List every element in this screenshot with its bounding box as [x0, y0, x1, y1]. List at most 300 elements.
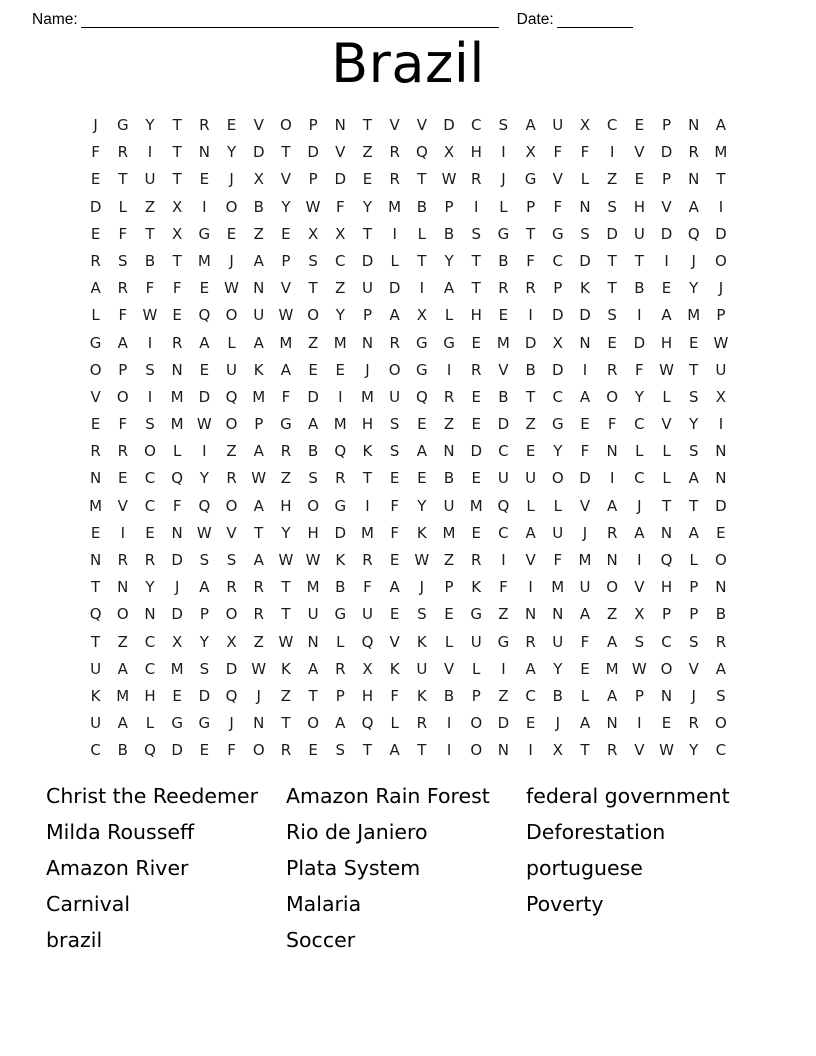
grid-cell[interactable]: T — [607, 279, 617, 298]
grid-cell[interactable]: R — [606, 360, 618, 379]
grid-cell[interactable]: C — [470, 116, 482, 134]
grid-cell[interactable]: Y — [145, 578, 155, 597]
grid-cell[interactable]: H — [361, 415, 374, 434]
grid-cell[interactable]: N — [117, 578, 129, 597]
grid-cell[interactable]: G — [551, 415, 564, 434]
grid-cell[interactable]: D — [307, 387, 319, 406]
grid-cell[interactable]: I — [446, 741, 452, 760]
grid-cell[interactable]: R — [253, 605, 264, 624]
grid-cell[interactable]: O — [225, 496, 238, 515]
grid-cell[interactable]: D — [225, 659, 238, 678]
grid-cell[interactable]: B — [525, 360, 536, 379]
grid-cell[interactable]: A — [253, 551, 264, 569]
grid-cell[interactable]: Z — [307, 333, 319, 352]
grid-cell[interactable]: I — [392, 224, 397, 243]
grid-cell[interactable]: E — [444, 605, 454, 624]
grid-cell[interactable]: K — [416, 686, 427, 705]
grid-cell[interactable]: O — [606, 578, 619, 597]
grid-cell[interactable]: Q — [687, 224, 700, 243]
grid-cell[interactable]: O — [660, 659, 673, 678]
grid-cell[interactable]: A — [307, 659, 319, 678]
grid-cell[interactable]: I — [120, 523, 125, 542]
grid-cell[interactable]: A — [416, 442, 427, 461]
grid-cell[interactable]: U — [579, 578, 591, 597]
grid-cell[interactable]: R — [253, 578, 264, 597]
grid-cell[interactable]: L — [444, 306, 454, 325]
grid-cell[interactable]: M — [116, 686, 130, 705]
grid-cell[interactable]: D — [579, 469, 591, 488]
grid-cell[interactable]: T — [172, 116, 182, 134]
grid-cell[interactable]: G — [280, 415, 292, 434]
grid-cell[interactable]: L — [390, 714, 399, 733]
grid-cell[interactable]: S — [498, 116, 509, 134]
grid-cell[interactable]: J — [229, 170, 234, 189]
grid-cell[interactable]: E — [172, 306, 182, 325]
grid-cell[interactable]: O — [252, 741, 265, 760]
grid-cell[interactable]: U — [525, 469, 537, 488]
grid-cell[interactable]: F — [281, 387, 291, 406]
grid-cell[interactable]: P — [634, 686, 644, 705]
grid-cell[interactable]: A — [389, 578, 400, 597]
grid-cell[interactable]: K — [335, 551, 346, 569]
grid-cell[interactable]: U — [470, 632, 482, 651]
grid-cell[interactable]: V — [498, 360, 509, 379]
grid-cell[interactable]: P — [199, 605, 209, 624]
grid-cell[interactable]: V — [688, 659, 699, 678]
grid-cell[interactable]: Z — [498, 605, 509, 624]
word-list-item[interactable]: Plata System — [286, 856, 421, 880]
grid-cell[interactable]: C — [715, 741, 727, 760]
grid-cell[interactable]: E — [308, 741, 318, 760]
grid-cell[interactable]: Y — [281, 523, 291, 542]
grid-cell[interactable]: D — [497, 415, 510, 434]
grid-cell[interactable]: F — [499, 578, 508, 597]
grid-cell[interactable]: T — [172, 251, 182, 270]
grid-cell[interactable]: P — [335, 686, 345, 705]
grid-cell[interactable]: W — [305, 551, 321, 569]
grid-cell[interactable]: E — [471, 523, 481, 542]
grid-cell[interactable]: B — [335, 578, 346, 597]
grid-cell[interactable]: E — [634, 170, 645, 189]
grid-cell[interactable]: L — [689, 551, 698, 569]
grid-cell[interactable]: F — [390, 523, 399, 542]
grid-cell[interactable]: U — [226, 360, 238, 379]
grid-cell[interactable]: J — [691, 251, 696, 270]
grid-cell[interactable]: A — [335, 714, 346, 733]
grid-cell[interactable]: R — [171, 333, 183, 352]
grid-cell[interactable]: S — [688, 442, 699, 461]
grid-cell[interactable]: E — [199, 360, 210, 379]
grid-cell[interactable]: N — [524, 605, 537, 624]
grid-cell[interactable]: R — [362, 551, 373, 569]
grid-cell[interactable]: F — [580, 632, 590, 651]
grid-cell[interactable]: F — [118, 415, 128, 434]
grid-cell[interactable]: Y — [226, 143, 237, 162]
grid-cell[interactable]: V — [634, 741, 645, 760]
grid-cell[interactable]: B — [443, 469, 455, 488]
grid-cell[interactable]: A — [634, 523, 645, 542]
grid-cell[interactable]: W — [713, 333, 729, 352]
grid-cell[interactable]: O — [307, 714, 319, 733]
grid-cell[interactable]: R — [117, 551, 128, 569]
grid-cell[interactable]: B — [715, 605, 727, 624]
grid-cell[interactable]: E — [471, 469, 481, 488]
grid-cell[interactable]: Q — [144, 741, 156, 760]
grid-cell[interactable]: L — [635, 442, 644, 461]
grid-cell[interactable]: T — [689, 496, 699, 515]
grid-cell[interactable]: T — [145, 224, 155, 243]
grid-cell[interactable]: A — [307, 415, 319, 434]
grid-cell[interactable]: T — [118, 170, 128, 189]
grid-cell[interactable]: S — [607, 197, 617, 216]
grid-cell[interactable]: A — [117, 714, 128, 733]
grid-cell[interactable]: P — [662, 116, 672, 134]
grid-cell[interactable]: R — [606, 741, 618, 760]
grid-cell[interactable]: E — [145, 523, 155, 542]
grid-cell[interactable]: L — [227, 333, 236, 352]
grid-cell[interactable]: Y — [335, 306, 345, 325]
grid-cell[interactable]: Z — [607, 170, 618, 189]
grid-cell[interactable]: D — [89, 197, 102, 216]
grid-cell[interactable]: R — [389, 170, 400, 189]
grid-cell[interactable]: E — [580, 659, 590, 678]
grid-cell[interactable]: W — [251, 659, 267, 678]
grid-cell[interactable]: X — [307, 224, 319, 243]
grid-cell[interactable]: R — [715, 632, 727, 651]
grid-cell[interactable]: F — [607, 415, 617, 434]
grid-cell[interactable]: M — [252, 387, 266, 406]
word-list-item[interactable]: Milda Rousseff — [46, 820, 195, 844]
grid-cell[interactable]: M — [360, 387, 374, 406]
grid-cell[interactable]: W — [278, 306, 294, 325]
grid-cell[interactable]: H — [470, 143, 482, 162]
grid-cell[interactable]: V — [335, 143, 346, 162]
grid-cell[interactable]: E — [389, 605, 400, 624]
grid-cell[interactable]: R — [90, 251, 101, 270]
grid-cell[interactable]: F — [553, 197, 563, 216]
grid-cell[interactable]: D — [497, 714, 510, 733]
grid-cell[interactable]: L — [336, 632, 345, 651]
grid-cell[interactable]: C — [144, 659, 156, 678]
grid-cell[interactable]: W — [224, 279, 239, 298]
grid-cell[interactable]: V — [634, 578, 645, 597]
grid-cell[interactable]: P — [254, 415, 264, 434]
grid-cell[interactable]: Z — [443, 415, 455, 434]
word-list-item[interactable]: Deforestation — [526, 820, 666, 844]
grid-cell[interactable]: T — [417, 170, 427, 189]
grid-cell[interactable]: H — [280, 496, 292, 515]
word-list-item[interactable]: portuguese — [526, 856, 643, 880]
grid-cell[interactable]: S — [688, 387, 699, 406]
grid-cell[interactable]: E — [525, 714, 536, 733]
grid-cell[interactable]: D — [171, 551, 183, 569]
grid-cell[interactable]: A — [688, 197, 699, 216]
grid-cell[interactable]: L — [390, 251, 399, 270]
grid-cell[interactable]: S — [716, 686, 726, 705]
grid-cell[interactable]: I — [501, 143, 506, 162]
grid-cell[interactable]: E — [417, 415, 427, 434]
grid-cell[interactable]: G — [198, 224, 211, 243]
grid-cell[interactable]: I — [582, 360, 588, 379]
grid-cell[interactable]: A — [117, 333, 128, 352]
grid-cell[interactable]: Y — [553, 442, 563, 461]
grid-cell[interactable]: D — [606, 224, 618, 243]
grid-cell[interactable]: I — [501, 659, 506, 678]
grid-cell[interactable]: R — [335, 659, 346, 678]
grid-cell[interactable]: Z — [253, 632, 264, 651]
grid-cell[interactable]: N — [579, 333, 591, 352]
grid-cell[interactable]: N — [606, 551, 618, 569]
grid-cell[interactable]: E — [226, 116, 237, 134]
grid-cell[interactable]: T — [281, 143, 291, 162]
grid-cell[interactable]: P — [308, 116, 318, 134]
grid-cell[interactable]: R — [280, 442, 292, 461]
grid-cell[interactable]: L — [499, 197, 508, 216]
grid-cell[interactable]: Y — [444, 251, 454, 270]
grid-cell[interactable]: D — [171, 741, 183, 760]
grid-cell[interactable]: M — [333, 333, 347, 352]
grid-cell[interactable]: B — [498, 251, 509, 270]
grid-cell[interactable]: P — [662, 170, 672, 189]
grid-cell[interactable]: O — [116, 387, 129, 406]
grid-cell[interactable]: G — [470, 605, 483, 624]
grid-cell[interactable]: D — [579, 306, 591, 325]
grid-cell[interactable]: I — [338, 387, 343, 406]
grid-cell[interactable]: E — [661, 714, 672, 733]
grid-cell[interactable]: I — [446, 714, 452, 733]
grid-cell[interactable]: J — [501, 170, 506, 189]
grid-cell[interactable]: C — [144, 469, 156, 488]
grid-cell[interactable]: Z — [280, 686, 292, 705]
word-list-item[interactable]: Malaria — [286, 892, 362, 916]
grid-cell[interactable]: N — [361, 333, 374, 352]
grid-cell[interactable]: I — [528, 306, 533, 325]
grid-cell[interactable]: U — [497, 469, 509, 488]
grid-cell[interactable]: D — [443, 116, 455, 134]
grid-cell[interactable]: M — [469, 496, 483, 515]
grid-cell[interactable]: N — [334, 116, 346, 134]
grid-cell[interactable]: Q — [89, 605, 102, 624]
grid-cell[interactable]: A — [389, 306, 400, 325]
grid-cell[interactable]: W — [196, 415, 212, 434]
grid-cell[interactable]: Q — [225, 686, 238, 705]
grid-cell[interactable]: H — [660, 578, 673, 597]
grid-cell[interactable]: I — [147, 333, 153, 352]
grid-cell[interactable]: M — [170, 387, 184, 406]
grid-cell[interactable]: H — [307, 523, 319, 542]
grid-cell[interactable]: E — [226, 224, 237, 243]
grid-cell[interactable]: Y — [553, 659, 563, 678]
grid-cell[interactable]: I — [501, 551, 506, 569]
grid-cell[interactable]: D — [361, 251, 374, 270]
grid-cell[interactable]: R — [117, 442, 128, 461]
grid-cell[interactable]: X — [172, 224, 183, 243]
grid-cell[interactable]: T — [417, 251, 427, 270]
grid-cell[interactable]: Z — [362, 143, 373, 162]
grid-cell[interactable]: N — [688, 170, 700, 189]
grid-cell[interactable]: C — [634, 469, 645, 488]
grid-cell[interactable]: D — [198, 686, 211, 705]
grid-cell[interactable]: F — [118, 306, 128, 325]
grid-cell[interactable]: O — [225, 197, 238, 216]
grid-cell[interactable]: O — [470, 714, 483, 733]
grid-cell[interactable]: B — [498, 387, 509, 406]
grid-cell[interactable]: O — [715, 714, 727, 733]
grid-cell[interactable]: I — [528, 578, 533, 597]
grid-cell[interactable]: J — [256, 686, 261, 705]
grid-cell[interactable]: T — [362, 224, 373, 243]
grid-cell[interactable]: F — [553, 143, 563, 162]
grid-cell[interactable]: J — [419, 578, 425, 597]
grid-cell[interactable]: S — [145, 415, 155, 434]
grid-cell[interactable]: G — [116, 116, 129, 134]
grid-cell[interactable]: D — [715, 496, 727, 515]
grid-cell[interactable]: A — [525, 523, 536, 542]
grid-cell[interactable]: T — [526, 387, 536, 406]
grid-cell[interactable]: R — [498, 279, 509, 298]
grid-cell[interactable]: E — [688, 333, 699, 352]
grid-cell[interactable]: D — [198, 387, 211, 406]
grid-cell[interactable]: G — [171, 714, 183, 733]
grid-cell[interactable]: N — [688, 116, 700, 134]
grid-cell[interactable]: E — [525, 442, 536, 461]
grid-cell[interactable]: T — [362, 469, 373, 488]
grid-cell[interactable]: I — [664, 251, 669, 270]
grid-cell[interactable]: U — [389, 387, 401, 406]
grid-cell[interactable]: E — [199, 741, 210, 760]
grid-cell[interactable]: K — [416, 632, 427, 651]
grid-cell[interactable]: L — [553, 496, 562, 515]
grid-cell[interactable]: E — [471, 333, 481, 352]
grid-cell[interactable]: E — [172, 686, 182, 705]
grid-cell[interactable]: B — [552, 686, 563, 705]
grid-cell[interactable]: W — [142, 306, 158, 325]
grid-cell[interactable]: P — [444, 197, 454, 216]
grid-cell[interactable]: M — [551, 578, 565, 597]
grid-cell[interactable]: X — [634, 605, 645, 624]
grid-cell[interactable]: W — [414, 551, 430, 569]
grid-cell[interactable]: S — [118, 251, 128, 270]
grid-cell[interactable]: G — [198, 714, 211, 733]
grid-cell[interactable]: N — [171, 360, 183, 379]
grid-cell[interactable]: E — [335, 360, 346, 379]
grid-cell[interactable]: Y — [689, 415, 699, 434]
grid-cell[interactable]: R — [117, 279, 128, 298]
grid-cell[interactable]: T — [634, 251, 644, 270]
grid-cell[interactable]: R — [688, 143, 699, 162]
grid-cell[interactable]: E — [199, 279, 210, 298]
grid-cell[interactable]: L — [662, 469, 671, 488]
grid-cell[interactable]: F — [553, 551, 563, 569]
grid-cell[interactable]: O — [307, 306, 319, 325]
grid-cell[interactable]: E — [389, 469, 400, 488]
grid-cell[interactable]: P — [281, 251, 291, 270]
grid-cell[interactable]: D — [470, 442, 482, 461]
grid-cell[interactable]: N — [715, 442, 727, 461]
grid-cell[interactable]: Z — [607, 605, 618, 624]
grid-cell[interactable]: K — [580, 279, 590, 298]
grid-cell[interactable]: R — [389, 333, 400, 352]
grid-cell[interactable]: S — [389, 442, 400, 461]
grid-cell[interactable]: N — [307, 632, 319, 651]
grid-cell[interactable]: Q — [415, 143, 428, 162]
grid-cell[interactable]: X — [226, 632, 237, 651]
grid-cell[interactable]: I — [147, 143, 153, 162]
grid-cell[interactable]: I — [474, 197, 479, 216]
grid-cell[interactable]: T — [580, 741, 590, 760]
date-write-in-line[interactable] — [557, 14, 633, 28]
grid-cell[interactable]: Y — [199, 632, 209, 651]
grid-cell[interactable]: E — [580, 415, 590, 434]
grid-cell[interactable]: T — [281, 714, 291, 733]
grid-cell[interactable]: D — [552, 306, 564, 325]
grid-cell[interactable]: X — [443, 143, 455, 162]
grid-cell[interactable]: V — [443, 659, 455, 678]
word-list-item[interactable]: Rio de Janiero — [286, 820, 428, 844]
grid-cell[interactable]: B — [253, 197, 264, 216]
grid-cell[interactable]: E — [90, 170, 101, 189]
grid-cell[interactable]: A — [199, 333, 210, 352]
grid-cell[interactable]: G — [416, 360, 428, 379]
grid-cell[interactable]: N — [660, 686, 673, 705]
grid-cell[interactable]: T — [362, 741, 373, 760]
grid-cell[interactable]: T — [471, 279, 481, 298]
grid-cell[interactable]: F — [635, 360, 644, 379]
grid-cell[interactable]: D — [334, 523, 347, 542]
grid-cell[interactable]: M — [89, 496, 103, 515]
grid-cell[interactable]: D — [171, 605, 183, 624]
grid-cell[interactable]: C — [552, 387, 564, 406]
grid-cell[interactable]: C — [661, 632, 672, 651]
grid-cell[interactable]: F — [91, 143, 100, 162]
grid-cell[interactable]: A — [253, 251, 264, 270]
grid-cell[interactable]: C — [90, 741, 101, 760]
grid-cell[interactable]: F — [363, 578, 372, 597]
grid-cell[interactable]: T — [689, 360, 699, 379]
grid-cell[interactable]: W — [251, 469, 267, 488]
grid-cell[interactable]: M — [714, 143, 728, 162]
grid-cell[interactable]: J — [229, 251, 234, 270]
grid-cell[interactable]: N — [715, 578, 727, 597]
grid-cell[interactable]: O — [388, 360, 401, 379]
grid-cell[interactable]: S — [308, 469, 318, 488]
grid-cell[interactable]: W — [659, 741, 674, 760]
grid-cell[interactable]: Q — [198, 496, 211, 515]
grid-cell[interactable]: R — [525, 632, 536, 651]
grid-cell[interactable]: I — [609, 469, 615, 488]
grid-cell[interactable]: M — [687, 306, 701, 325]
grid-cell[interactable]: W — [305, 197, 321, 216]
grid-cell[interactable]: L — [662, 442, 671, 461]
grid-cell[interactable]: K — [253, 360, 264, 379]
grid-cell[interactable]: B — [416, 197, 427, 216]
grid-cell[interactable]: A — [607, 496, 618, 515]
grid-cell[interactable]: S — [335, 741, 346, 760]
grid-cell[interactable]: C — [552, 251, 564, 270]
grid-cell[interactable]: E — [308, 360, 318, 379]
grid-cell[interactable]: V — [117, 496, 128, 515]
word-list-item[interactable]: Christ the Reedemer — [46, 784, 259, 808]
grid-cell[interactable]: T — [281, 605, 291, 624]
grid-cell[interactable]: P — [444, 578, 454, 597]
grid-cell[interactable]: P — [526, 197, 536, 216]
grid-cell[interactable]: X — [172, 197, 183, 216]
grid-cell[interactable]: M — [333, 415, 347, 434]
grid-cell[interactable]: U — [443, 496, 455, 515]
grid-cell[interactable]: C — [498, 442, 509, 461]
grid-cell[interactable]: R — [389, 143, 400, 162]
grid-cell[interactable]: E — [199, 170, 210, 189]
